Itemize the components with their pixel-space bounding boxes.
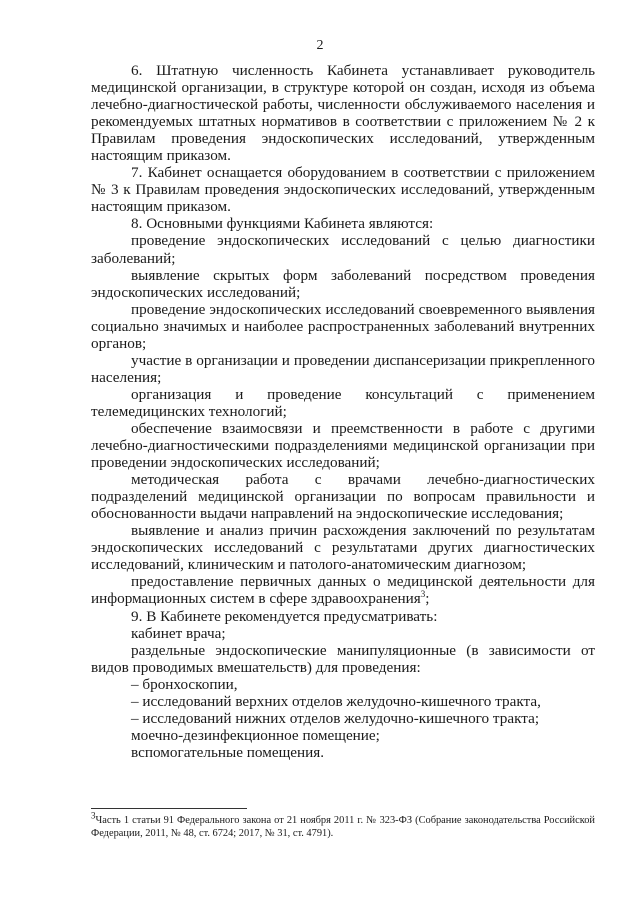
function-item: методическая работа с врачами лечебно-диагностических подразделений медицинской организации по вопросам правильности и обоснованности выдачи направлений на эндоскопические исследования; <box>91 471 595 523</box>
footnote-reference[interactable]: 3 <box>420 589 426 600</box>
paragraph-7: 7. Кабинет оснащается оборудованием в соответствии с приложением № 3 к Правилам проведения эндоскопических исследований, утвержденным настоящим приказом. <box>91 164 595 216</box>
function-item-with-footnote <box>91 573 595 607</box>
dash-item: – бронхоскопии, <box>131 675 238 693</box>
paragraph-6: 6. Штатную численность Кабинета устанавливает руководитель медицинской организации, в структуре которой он создан, исходя из объема лечебно-диагностической работы, численности обслуживаемого населения и рекомендуемых штатных нормативов в соответствии с приложением № 2 к Правилам проведения эндоскопических исследований, утвержденным настоящим приказом. <box>91 62 595 165</box>
function-item-text: предоставление первичных данных о медицинской деятельности для информационных систем в сфере здравоохранения <box>91 573 595 608</box>
function-item: проведение эндоскопических исследований с целью диагностики заболеваний; <box>91 232 595 267</box>
function-item: выявление скрытых форм заболеваний посредством проведения эндоскопических исследований; <box>91 266 595 301</box>
function-item: организация и проведение консультаций с применением телемедицинских технологий; <box>91 385 595 420</box>
document-body <box>91 62 595 761</box>
function-item-tail: ; <box>425 590 430 608</box>
dash-item: – исследований нижних отделов желудочно-кишечного тракта; <box>131 709 540 727</box>
room-item: вспомогательные помещения. <box>131 743 325 761</box>
paragraph-9: 9. В Кабинете рекомендуется предусматривать: <box>131 607 438 625</box>
footnote-text: Часть 1 статьи 91 Федерального закона от 21 ноября 2011 г. № 323-ФЗ (Собрание законодательства Российской Федерации, 2011, № 48, ст. 6724; 2017, № 31, ст. 4791). <box>91 815 595 839</box>
function-item: выявление и анализ причин расхождения заключений по результатам эндоскопических исследований с результатами других диагностических исследований, клиническим и патолого-анатомическим диагнозом; <box>91 522 595 574</box>
room-item: моечно-дезинфекционное помещение; <box>131 726 380 744</box>
footnote <box>91 810 595 840</box>
footnote-marker: 3 <box>91 810 96 821</box>
function-item: участие в организации и проведении диспансеризации прикрепленного населения; <box>91 351 595 386</box>
function-item: обеспечение взаимосвязи и преемственности в работе с другими лечебно-диагностическими подразделениями медицинской организации при проведении эндоскопических исследований; <box>91 419 595 472</box>
paragraph-8: 8. Основными функциями Кабинета являются: <box>131 215 434 233</box>
room-item: раздельные эндоскопические манипуляционные (в зависимости от видов проводимых вмешательств) для проведения: <box>91 641 595 676</box>
function-item: проведение эндоскопических исследований своевременного выявления социально значимых и наиболее распространенных заболеваний внутренних органов; <box>91 300 595 352</box>
room-item: кабинет врача; <box>131 624 226 642</box>
page-number: 2 <box>316 38 324 53</box>
dash-item: – исследований верхних отделов желудочно-кишечного тракта, <box>131 692 541 710</box>
footnote-divider <box>91 808 247 809</box>
